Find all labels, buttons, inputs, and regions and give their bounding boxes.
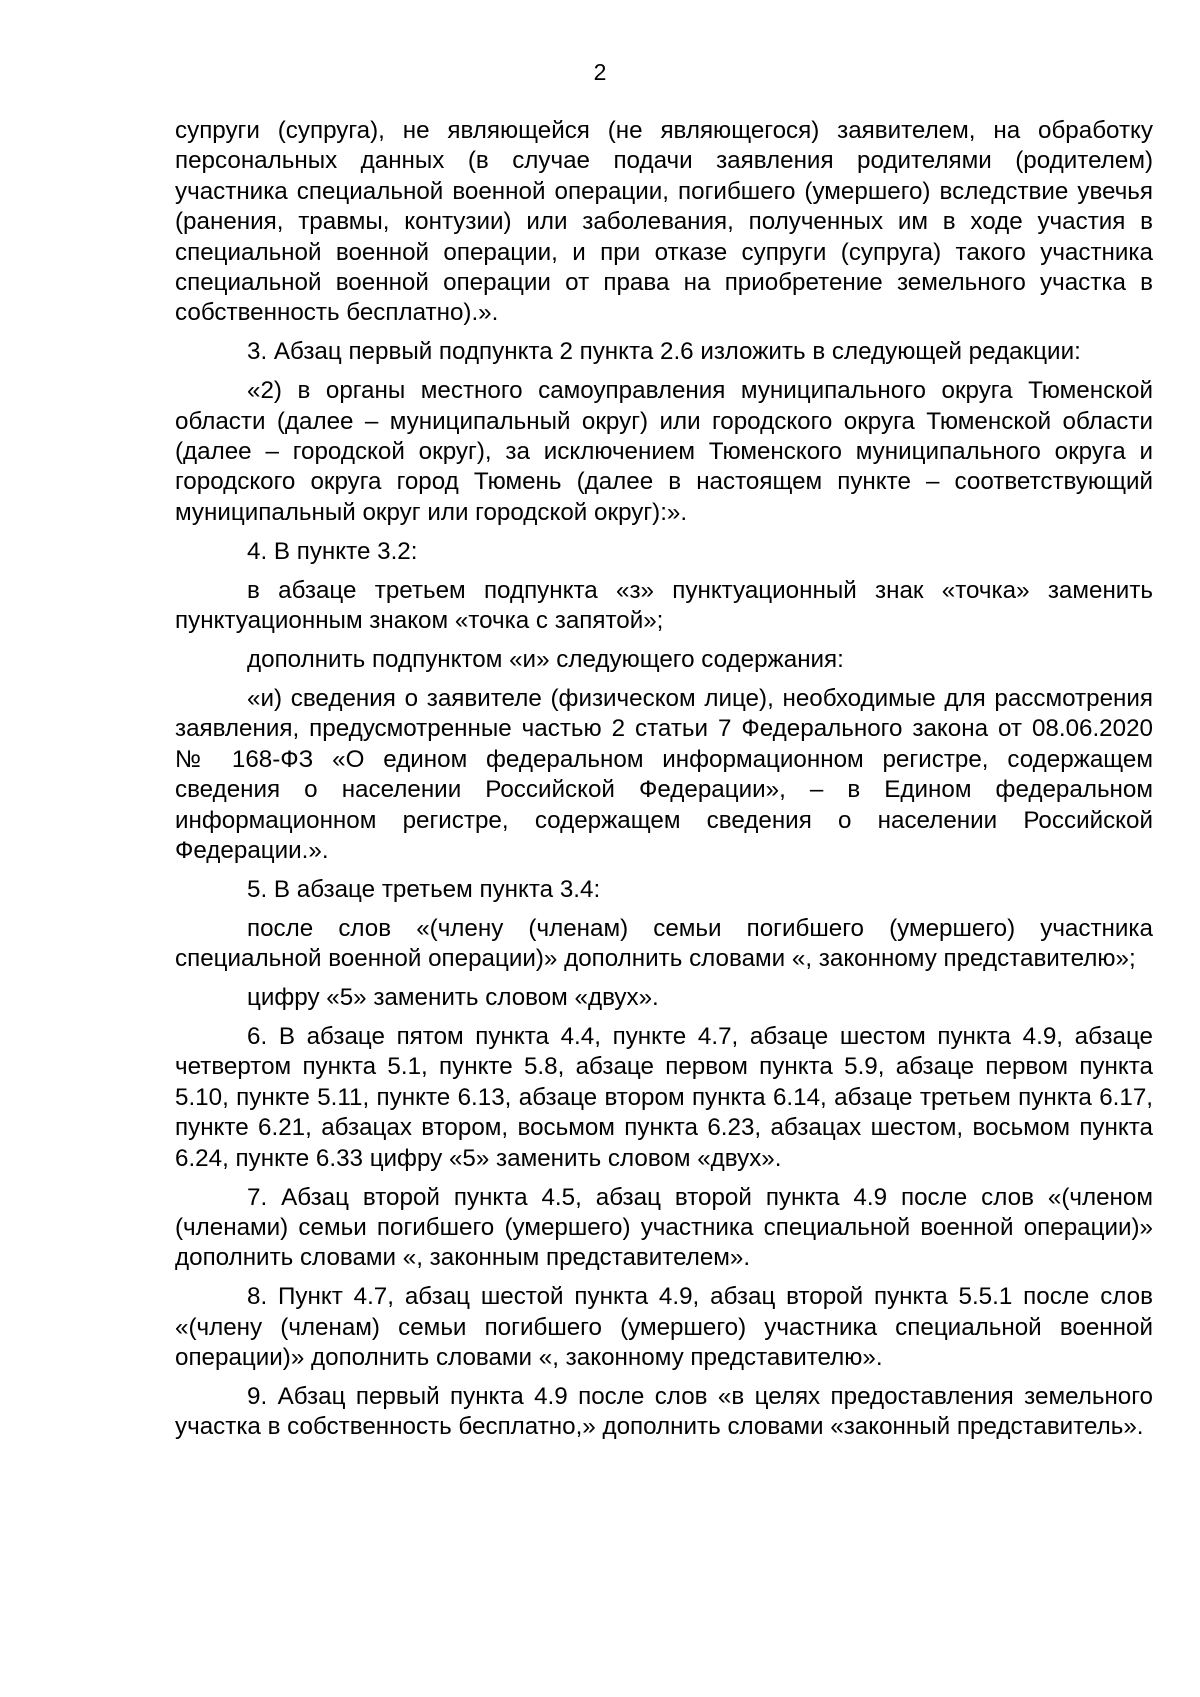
paragraph-continuation: супруги (супруга), не являющейся (не являющегося) заявителем, на обработку персональных данных (в случае подачи заявления родителями (родителем) участника специальной военной операции, погибшего (умершего) вследствие увечья (ранения, травмы, контузии) или заболевания, полученных им в ходе участия в специальной военной операции, и при отказе супруги (супруга) такого участника специальной военной операции от права на приобретение земельного участка в собственность бесплатно).». (175, 117, 1153, 327)
document-body (175, 116, 1153, 1451)
paragraph-item-3: 3. Абзац первый подпункта 2 пункта 2.6 изложить в следующей редакции: (247, 338, 1081, 366)
paragraph-item-8: 8. Пункт 4.7, абзац шестой пункта 4.9, абзац второй пункта 5.5.1 после слов «(члену (членам) семьи погибшего (умершего) участника специальной военной операции)» дополнить словами «, законному представителю». (175, 1283, 1153, 1372)
paragraph-item-5-sub-1: после слов «(члену (членам) семьи погибшего (умершего) участника специальной военной операции)» дополнить словами «, законному представителю»; (175, 914, 1153, 973)
paragraph-item-4: 4. В пункте 3.2: (247, 537, 418, 565)
paragraph-item-5: 5. В абзаце третьем пункта 3.4: (247, 875, 601, 903)
paragraph-item-6: 6. В абзаце пятом пункта 4.4, пункте 4.7, абзаце шестом пункта 4.9, абзаце четвертом пункта 5.1, пункте 5.8, абзаце первом пункта 5.9, абзаце первом пункта 5.10, пункте 5.11, пункте 6.13, абзаце втором пункта 6.14, абзаце третьем пункта 6.17, пункте 6.21, абзацах втором, восьмом пункта 6.23, абзацах шестом, восьмом пункта 6.24, пункте 6.33 цифру «5» заменить словом «двух». (175, 1022, 1153, 1172)
paragraph-item-4-sub-2: дополнить подпунктом «и» следующего содержания: (247, 646, 844, 673)
paragraph-item-4-sub-1: в абзаце третьем подпункта «з» пунктуационный знак «точка» заменить пунктуационным знаком «точка с запятой»; (175, 576, 1153, 635)
page-number: 2 (593, 59, 607, 85)
paragraph-quote-i: «и) сведения о заявителе (физическом лице), необходимые для рассмотрения заявления, предусмотренные частью 2 статьи 7 Федерального закона от 08.06.2020 № 168-ФЗ «О едином федеральном информационном регистре, содержащем сведения о населении Российской Федерации», – в Едином федеральном информационном регистре, содержащем сведения о населении Российской Федерации.». (175, 684, 1153, 864)
paragraph-quote-2: «2) в органы местного самоуправления муниципального округа Тюменской области (далее – муниципальный округ) или городского округа Тюменской области (далее – городской округ), за исключением Тюменского муниципального округа и городского округа город Тюмень (далее в настоящем пункте – соответствующий муниципальный округ или городской округ):». (175, 377, 1153, 526)
paragraph-item-7: 7. Абзац второй пункта 4.5, абзац второй пункта 4.9 после слов «(членом (членами) семьи погибшего (умершего) участника специальной военной операции)» дополнить словами «, законным представителем». (175, 1183, 1153, 1272)
paragraph-item-5-sub-2: цифру «5» заменить словом «двух». (247, 984, 659, 1012)
paragraph-item-9: 9. Абзац первый пункта 4.9 после слов «в целях предоставления земельного участка в собственность бесплатно,» дополнить словами «законный представитель». (175, 1382, 1153, 1441)
